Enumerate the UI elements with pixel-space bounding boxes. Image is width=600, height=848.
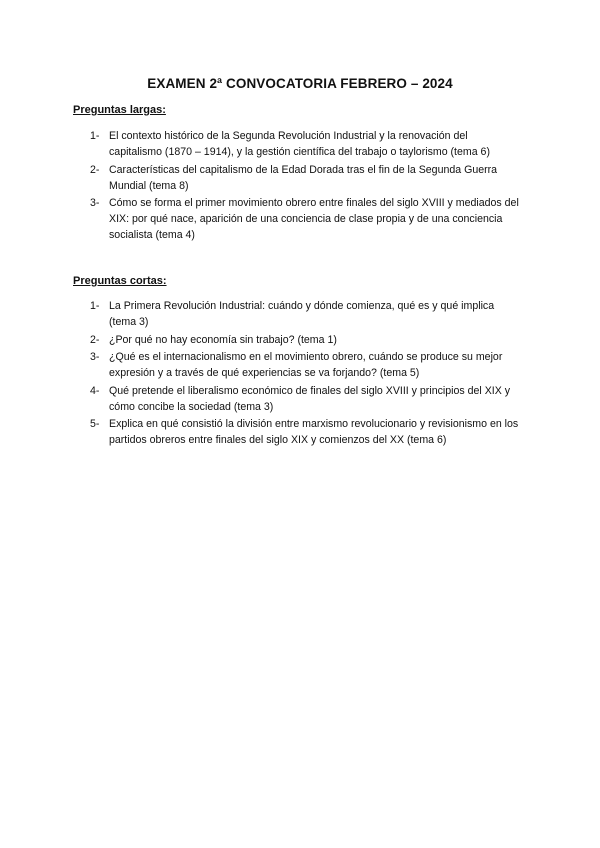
list-item: [73, 162, 523, 194]
question-text: Cómo se forma el primer movimiento obrero entre finales del siglo XVIII y mediados del XIX: por qué nace, aparición de una conciencia de clase propia y de una conciencia socialista (tema 4): [109, 197, 519, 241]
question-text: El contexto histórico de la Segunda Revolución Industrial y la renovación del capitalismo (1870 – 1914), y la gestión científica del trabajo o taylorismo (tema 6): [109, 130, 490, 158]
item-number: 3-: [90, 351, 100, 363]
short-questions-heading: Preguntas cortas:: [73, 275, 167, 287]
list-item: [73, 298, 523, 330]
item-number: 3-: [90, 197, 100, 209]
long-questions-heading: Preguntas largas:: [73, 104, 166, 116]
item-number: 5-: [90, 418, 100, 430]
question-text: ¿Por qué no hay economía sin trabajo? (tema 1): [109, 333, 337, 346]
question-text: La Primera Revolución Industrial: cuándo y dónde comienza, qué es y qué implica (tema 3): [109, 300, 495, 328]
question-text: ¿Qué es el internacionalismo en el movimiento obrero, cuándo se produce su mejor expresión y a través de qué experiencias se va forjando? (tema 5): [109, 351, 503, 379]
list-item: [73, 416, 523, 448]
item-number: 2-: [90, 163, 100, 176]
short-questions-list: [73, 298, 523, 450]
list-item: [73, 349, 523, 381]
item-number: 4-: [90, 384, 100, 397]
question-text: Características del capitalismo de la Edad Dorada tras el fin de la Segunda Guerra Mundial (tema 8): [109, 163, 498, 192]
item-number: 1-: [90, 130, 100, 142]
question-text: Explica en qué consistió la división entre marxismo revolucionario y revisionismo en los partidos obreros entre finales del siglo XIX y comienzos del XX (tema 6): [109, 418, 519, 446]
item-number: 1-: [90, 300, 100, 312]
list-item: [73, 383, 523, 415]
long-questions-list: [73, 128, 523, 245]
list-item: [73, 332, 523, 348]
list-item: [73, 195, 523, 243]
item-number: 2-: [90, 333, 100, 346]
page-title: EXAMEN 2ª CONVOCATORIA FEBRERO – 2024: [147, 76, 453, 91]
list-item: [73, 128, 523, 160]
question-text: Qué pretende el liberalismo económico de finales del siglo XVIII y principios del XIX y cómo concibe la sociedad (tema 3): [109, 384, 511, 413]
